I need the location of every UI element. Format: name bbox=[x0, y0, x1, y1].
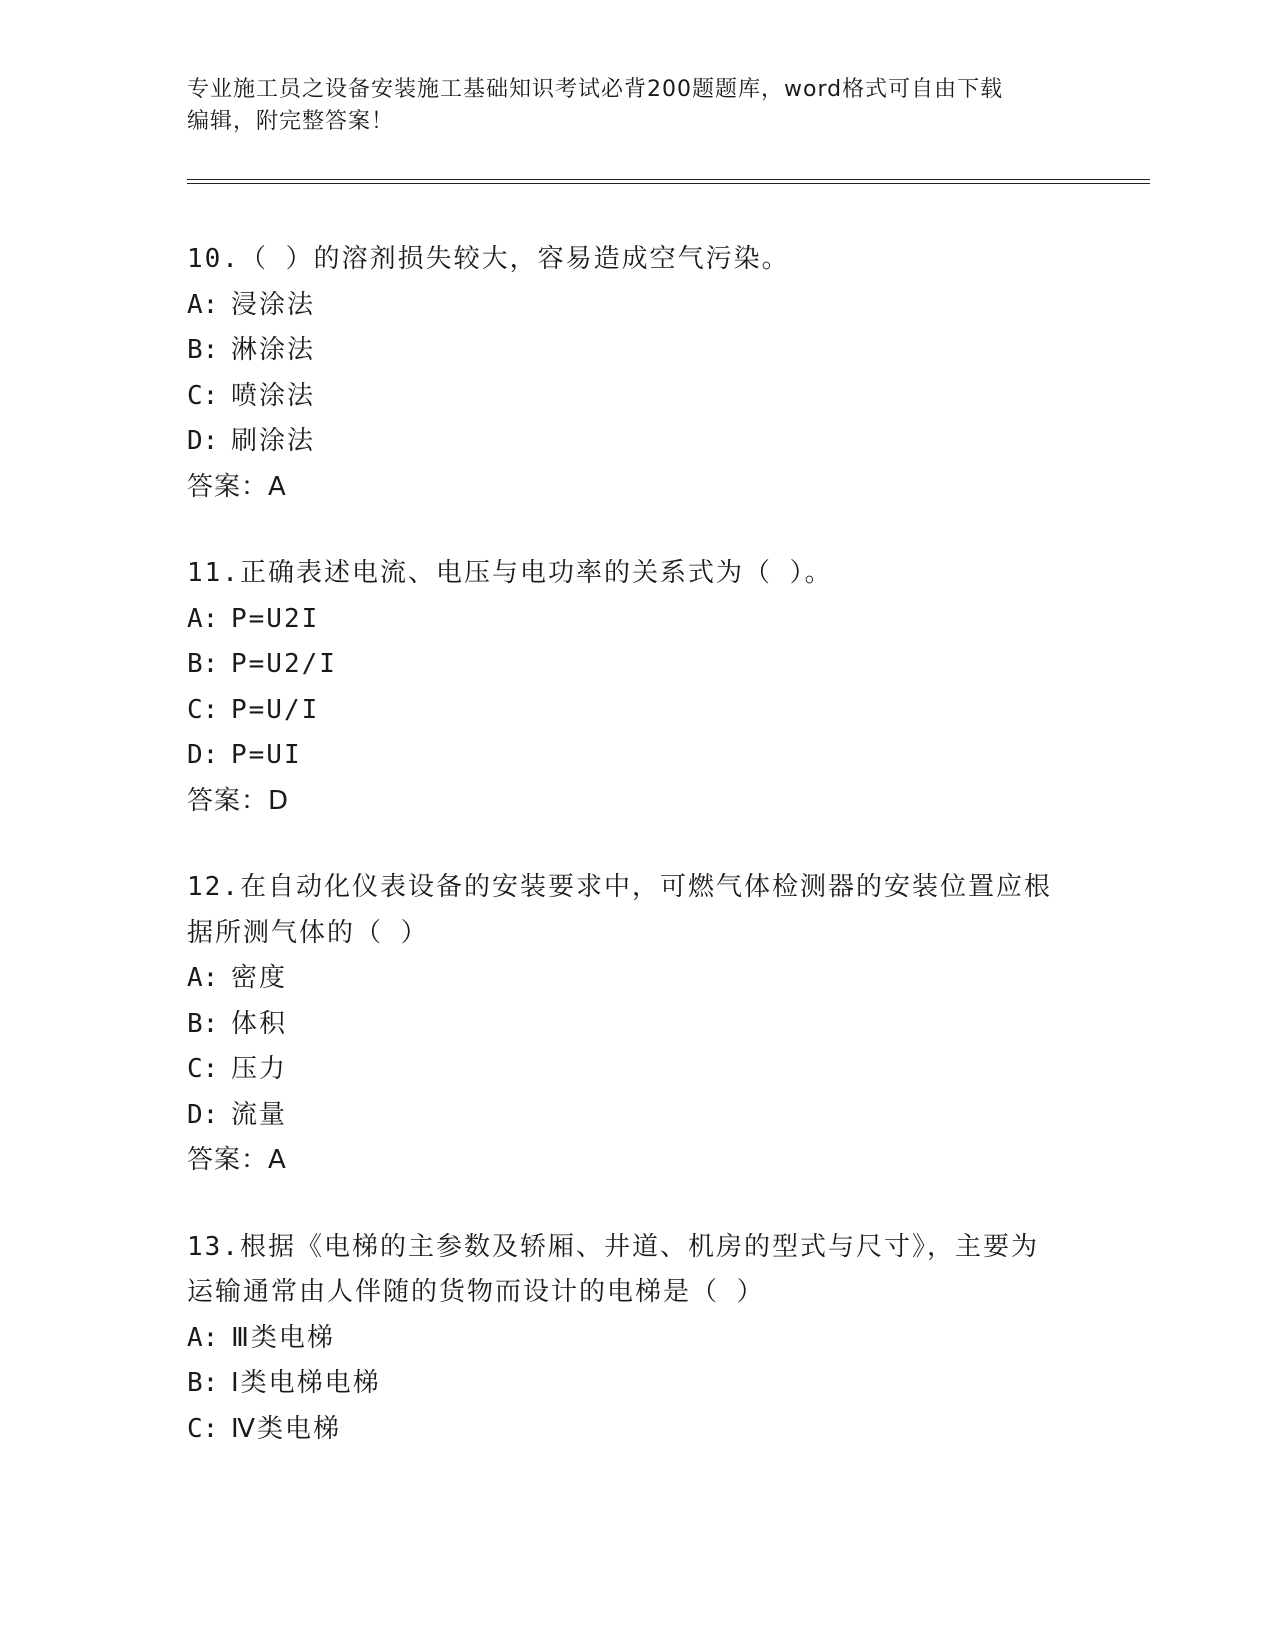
option-key: D: bbox=[187, 740, 219, 770]
header-line-1: 专业施工员之设备安装施工基础知识考试必背200题题库，word格式可自由下载 bbox=[187, 77, 1004, 102]
option-text: 流量 bbox=[231, 1099, 288, 1130]
header-divider-top bbox=[187, 179, 1150, 180]
option-d bbox=[187, 419, 1087, 465]
option-key: D: bbox=[187, 426, 219, 456]
option-a bbox=[187, 956, 1087, 1002]
option-c bbox=[187, 374, 1087, 420]
option-b bbox=[187, 1361, 1087, 1407]
header-divider-bottom bbox=[187, 183, 1150, 184]
option-b bbox=[187, 328, 1087, 374]
option-text: P=U2I bbox=[231, 603, 320, 634]
option-key: A: bbox=[187, 289, 219, 320]
option-text: P=UI bbox=[231, 740, 302, 770]
option-c bbox=[187, 1047, 1087, 1093]
option-b bbox=[187, 1002, 1087, 1048]
document-header bbox=[187, 74, 1087, 138]
option-text: Ⅲ类电梯 bbox=[231, 1322, 335, 1353]
option-key: B: bbox=[187, 1368, 219, 1398]
question-list bbox=[187, 237, 1087, 1493]
option-text: 淋涂法 bbox=[231, 335, 316, 365]
option-key: B: bbox=[187, 649, 219, 679]
option-a bbox=[187, 283, 1087, 329]
option-a bbox=[187, 597, 1087, 643]
question-13 bbox=[187, 1225, 1087, 1453]
question-text-continued: 据所测气体的（ ） bbox=[187, 917, 429, 948]
option-c bbox=[187, 688, 1087, 734]
answer-text: 答案：A bbox=[187, 1145, 287, 1175]
option-text: Ⅰ类电梯电梯 bbox=[231, 1368, 381, 1398]
option-c bbox=[187, 1407, 1087, 1453]
option-a bbox=[187, 1316, 1087, 1362]
option-key: B: bbox=[187, 1008, 219, 1039]
question-text-continued: 运输通常由人伴随的货物而设计的电梯是（ ） bbox=[187, 1277, 765, 1307]
question-text: 13.根据《电梯的主参数及轿厢、井道、机房的型式与尺寸》，主要为 bbox=[187, 1231, 1039, 1262]
option-text: P=U/I bbox=[231, 694, 320, 725]
option-key: B: bbox=[187, 335, 219, 365]
option-key: A: bbox=[187, 1322, 219, 1353]
option-text: 刷涂法 bbox=[231, 426, 316, 456]
option-d bbox=[187, 1093, 1087, 1139]
option-text: 压力 bbox=[231, 1054, 288, 1084]
option-d bbox=[187, 733, 1087, 779]
option-key: C: bbox=[187, 694, 219, 725]
question-text: 10.（ ）的溶剂损失较大，容易造成空气污染。 bbox=[187, 244, 790, 274]
question-text: 11.正确表述电流、电压与电功率的关系式为（ ）。 bbox=[187, 558, 833, 588]
option-text: Ⅳ类电梯 bbox=[231, 1413, 341, 1444]
option-key: C: bbox=[187, 380, 219, 411]
option-key: A: bbox=[187, 603, 219, 634]
option-text: 喷涂法 bbox=[231, 380, 316, 411]
option-b bbox=[187, 642, 1087, 688]
option-text: 密度 bbox=[231, 963, 288, 993]
option-key: C: bbox=[187, 1413, 219, 1444]
question-12 bbox=[187, 865, 1087, 1184]
option-text: P=U2/I bbox=[231, 649, 337, 679]
option-text: 体积 bbox=[231, 1008, 288, 1039]
question-text: 12.在自动化仪表设备的安装要求中，可燃气体检测器的安装位置应根 bbox=[187, 872, 1052, 902]
header-line-2: 编辑，附完整答案！ bbox=[187, 109, 395, 134]
question-11 bbox=[187, 551, 1087, 824]
answer-text: 答案：A bbox=[187, 471, 287, 502]
option-key: C: bbox=[187, 1054, 219, 1084]
answer-text: 答案：D bbox=[187, 785, 290, 816]
question-10 bbox=[187, 237, 1087, 510]
option-key: A: bbox=[187, 963, 219, 993]
option-key: D: bbox=[187, 1099, 219, 1130]
option-text: 浸涂法 bbox=[231, 289, 316, 320]
